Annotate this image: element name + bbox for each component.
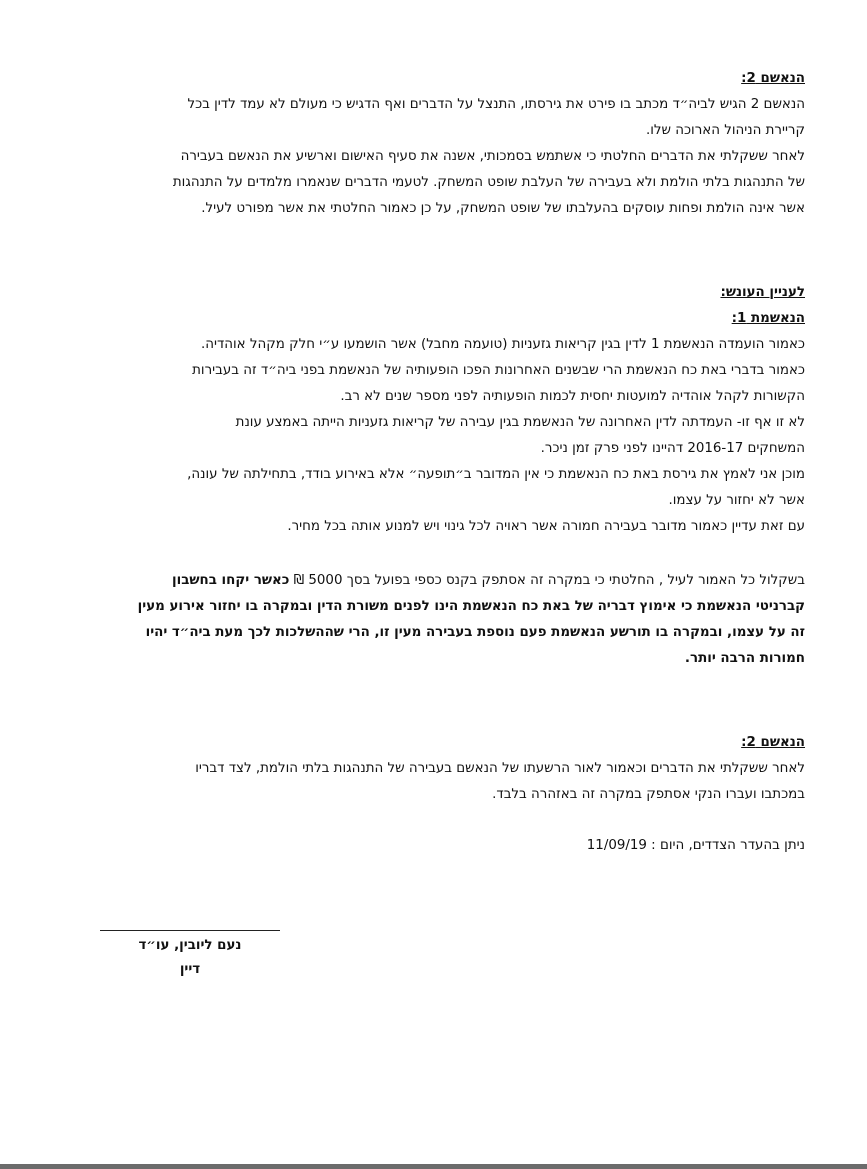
paragraph-line: לא זו אף זו- העמדתה לדין האחרונה של הנאשמת בגין עבירה של קריאות גזעניות הייתה באמצע עונת (235, 415, 805, 430)
fine-warning-text: כאשר יקחו בחשבון (172, 573, 290, 588)
paragraph-line: של התנהגות בלתי הולמת ולא בעבירה של העלבת שופט המשחק. לטעמי הדברים שנאמרו מלמדים על התנהגות (172, 175, 805, 190)
paragraph-line: המשחקים 2016-17 דהיינו לפני פרק זמן ניכר. (540, 441, 805, 456)
fine-text: בשקלול כל האמור לעיל , החלטתי כי במקרה זה אסתפק בקנס כספי בפועל בסך 5000 ₪ (289, 573, 805, 588)
paragraph-line (70, 568, 805, 594)
judge-title: דיין (179, 962, 201, 977)
section-defendant2-sentence (70, 730, 805, 808)
date-line (70, 833, 805, 859)
page-bottom-edge (0, 1164, 867, 1169)
section-heading: הנאשם 2: (741, 735, 805, 750)
paragraph-line: במכתבו ועברו הנקי אסתפק במקרה זה באזהרה בלבד. (492, 787, 805, 802)
paragraph-line: הנאשם 2 הגיש לביה״ד מכתב בו פירט את גירסתו, התנצל על הדברים ואף הדגיש כי מעולם לא עמד לדין בכל (187, 97, 805, 112)
paragraph-line: הקשורות לקהל אוהדיה למועטות יחסית לכמות הופעותיה לפני מספר שנים לא רב. (340, 389, 805, 404)
paragraph-line: קברניטי הנאשמת כי אימוץ דבריה של באת כח הנאשמת הינו לפנים משורת הדין ובמקרה בו יחזור אירוע מעין (137, 599, 805, 614)
paragraph-line: חמורות הרבה יותר. (684, 651, 805, 666)
paragraph-line: כאמור בדברי באת כח הנאשמת הרי שבשנים האחרונות הפכו הופעותיה של הנאשמת בפני ביה״ד זה בעבירות (192, 363, 805, 378)
date-text: ניתן בהעדר הצדדים, היום : 11/09/19 (586, 838, 805, 853)
paragraph-line: אשר לא יחזור על עצמו. (668, 493, 805, 508)
section-heading: לעניין העונש: (720, 285, 805, 300)
section-sentencing (70, 280, 805, 540)
paragraph-line: זה על עצמו, ובמקרה בו תורשע הנאשמת פעם נוספת בעבירה מעין זו, הרי שההשלכות לכך מעת ביה״ד יהיו (145, 625, 805, 640)
paragraph-line: לאחר ששקלתי את הדברים וכאמור לאור הרשעתו של הנאשם בעבירה של התנהגות בלתי הולמת, לצד דבריו (195, 761, 805, 776)
paragraph-line: עם זאת עדיין כאמור מדובר בעבירה חמורה אשר ראויה לכל גינוי ויש למנוע אותה בכל מחיר. (287, 519, 805, 534)
section-heading: הנאשם 2: (741, 71, 805, 86)
subsection-heading: הנאשמת 1: (731, 311, 805, 326)
paragraph-line: כאמור הועמדה הנאשמת 1 לדין בגין קריאות גזעניות (טועמה מחבל) אשר הושמעו ע״י חלק מקהל אוהדיה. (200, 337, 805, 352)
judge-name: נעם ליובין, עו״ד (138, 938, 242, 953)
section-defendant2-verdict (70, 66, 805, 222)
section-fine-decision (70, 568, 805, 672)
paragraph-line: קריירת הניהול הארוכה שלו. (645, 123, 805, 138)
paragraph-line: אשר אינה הולמת ופחות עוסקים בהעלבתו של שופט המשחק, על כן כאמור החלטתי את אשר מפורט לעיל. (201, 201, 805, 216)
paragraph-line: מוכן אני לאמץ את גירסת באת כח הנאשמת כי אין המדובר ב״תופעה״ אלא באירוע בודד, בתחילתה של עונה, (187, 467, 805, 482)
paragraph-line: לאחר ששקלתי את הדברים החלטתי כי אשתמש בסמכותי, אשנה את סעיף האישום וארשיע את הנאשם בעבירה (180, 149, 805, 164)
signature-line (100, 930, 280, 931)
signature-block (100, 934, 280, 982)
